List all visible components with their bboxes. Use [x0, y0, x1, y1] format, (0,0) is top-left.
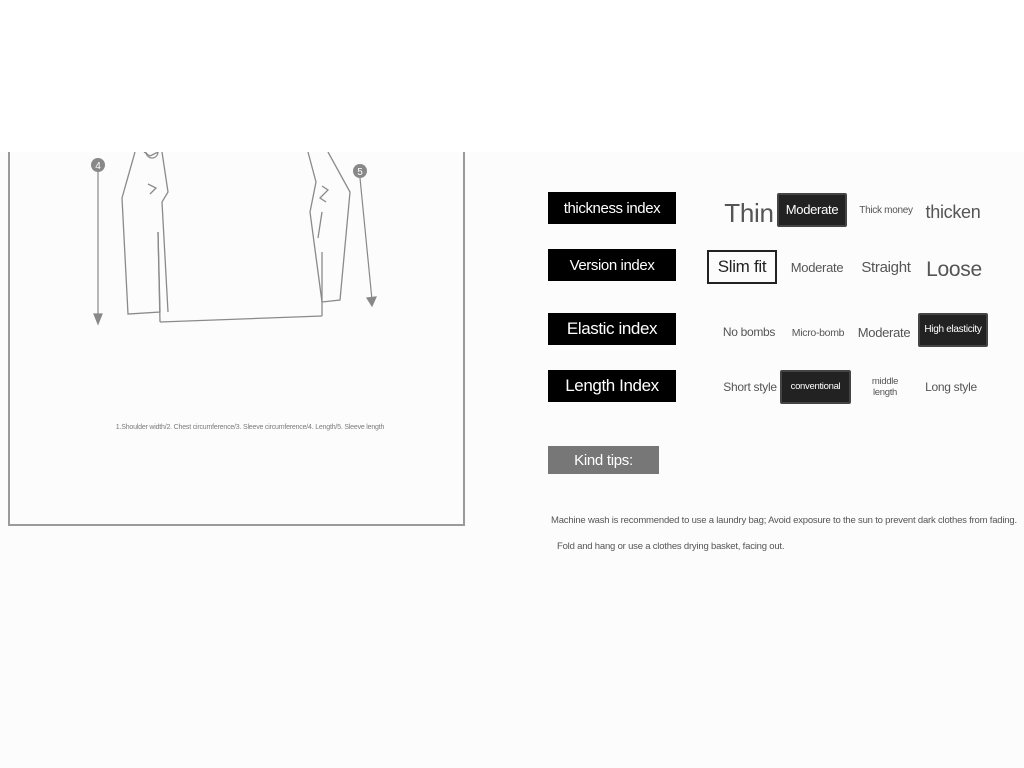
length-index-label: Length Index	[548, 370, 676, 402]
version-option-moderate[interactable]: Moderate	[790, 259, 844, 275]
length-option-conventional[interactable]: conventional	[780, 370, 851, 404]
length-option-short-style[interactable]: Short style	[723, 380, 777, 395]
length-option-middle-length[interactable]: middle length	[871, 376, 899, 398]
elastic-index-label: Elastic index	[548, 313, 676, 345]
thickness-option-thick-money[interactable]: Thick money	[859, 205, 913, 217]
version-index-label: Version index	[548, 249, 676, 281]
thickness-option-moderate[interactable]: Moderate	[777, 193, 847, 227]
left-sleeve-outline	[122, 152, 160, 314]
version-option-straight[interactable]: Straight	[861, 259, 911, 277]
elastic-option-moderate[interactable]: Moderate	[857, 324, 911, 340]
left-pocket-mark	[148, 184, 156, 194]
elastic-option-micro-bomb[interactable]: Micro-bomb	[791, 326, 845, 339]
left-front-edge	[162, 152, 168, 312]
kind-tips-label: Kind tips:	[548, 446, 659, 474]
sleeve-length-arrow	[360, 178, 372, 300]
size-diagram-panel	[8, 152, 465, 526]
marker-4: 4	[95, 161, 101, 172]
version-option-slim-fit[interactable]: Slim fit	[707, 250, 777, 284]
hem-line	[160, 316, 322, 322]
elastic-option-high-elasticity[interactable]: High elasticity	[918, 313, 988, 347]
care-tip-line-1: Machine wash is recommended to use a laundry bag; Avoid exposure to the sun to prevent dark clothes from fading.	[551, 515, 1017, 526]
thickness-option-thicken[interactable]: thicken	[925, 201, 981, 222]
thickness-index-label: thickness index	[548, 192, 676, 224]
diagram-caption: 1.Shoulder width/2. Chest circumference/3. Sleeve circumference/4. Length/5. Sleeve length	[115, 424, 385, 431]
right-sleeve-outline	[322, 152, 350, 302]
garment-sketch	[10, 152, 467, 526]
marker-5: 5	[357, 167, 363, 178]
version-option-loose[interactable]: Loose	[926, 257, 982, 281]
elastic-option-no-bombs[interactable]: No bombs	[722, 325, 776, 340]
thickness-option-thin[interactable]: Thin	[724, 198, 774, 229]
care-tip-line-2: Fold and hang or use a clothes drying basket, facing out.	[557, 541, 785, 552]
length-option-long-style[interactable]: Long style	[925, 380, 977, 395]
